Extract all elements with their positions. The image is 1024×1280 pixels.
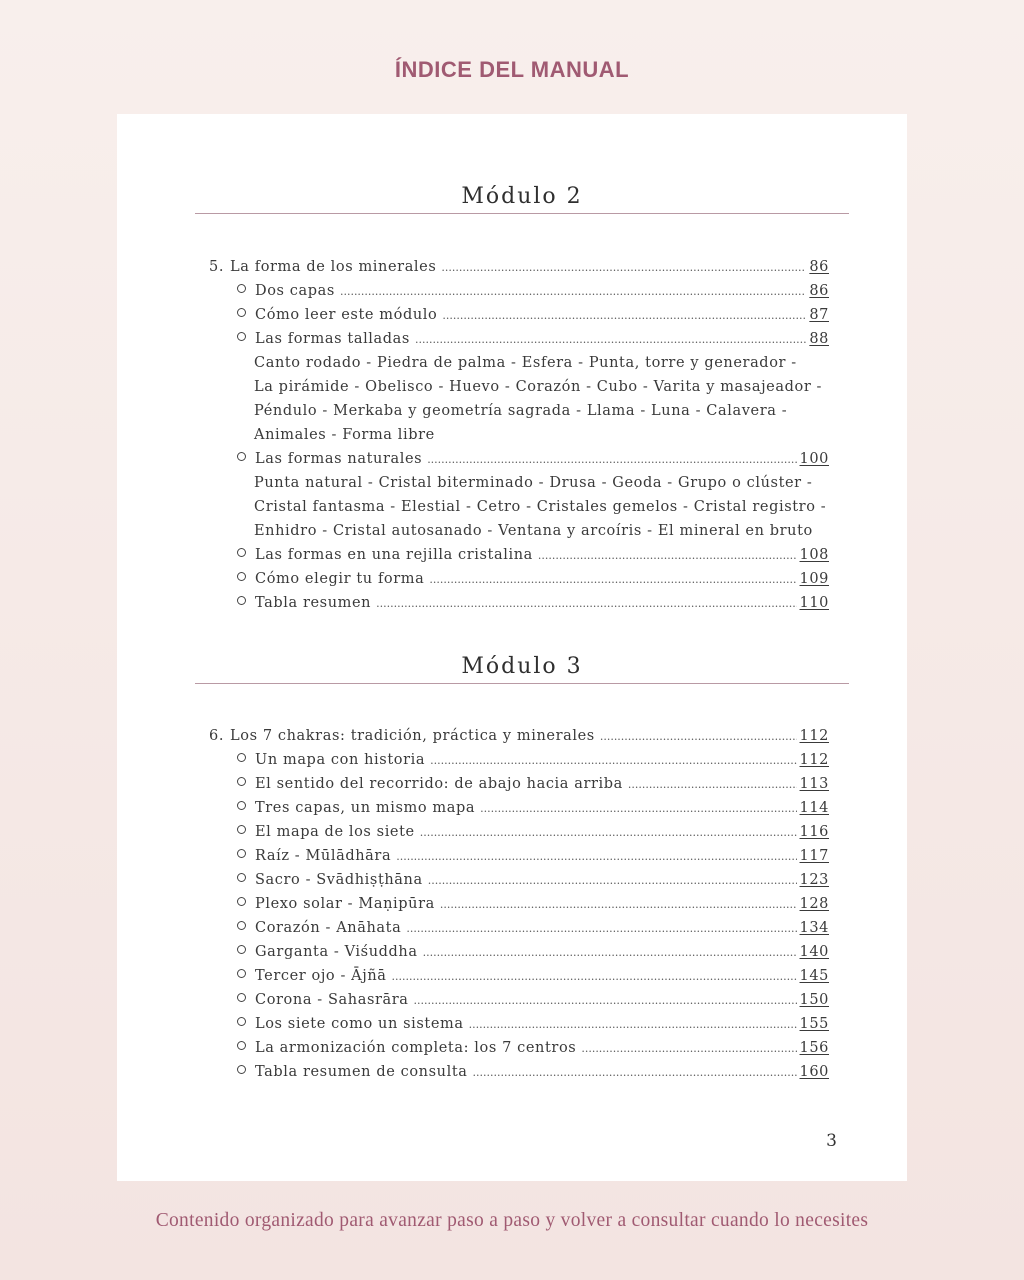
page-link[interactable]: 100 [799,451,829,467]
circle-bullet-icon [237,284,246,293]
page-link[interactable]: 114 [799,800,829,816]
dot-leader [396,845,796,869]
dot-leader [428,869,797,893]
circle-bullet-icon [237,452,246,461]
dot-leader [414,989,797,1013]
page-link[interactable]: 150 [799,992,829,1008]
circle-bullet-icon [237,897,246,906]
page-link[interactable]: 108 [799,547,829,563]
chapter-number: 5. [209,259,225,275]
circle-bullet-icon [237,332,246,341]
page-link[interactable]: 117 [799,848,829,864]
page-link[interactable]: 123 [799,872,829,888]
circle-bullet-icon [237,849,246,858]
entry-label: Los siete como un sistema [255,1016,464,1032]
entry-label: El sentido del recorrido: de abajo hacia arriba [255,776,623,792]
module-title: Módulo 3 [461,654,583,679]
dot-leader [376,592,796,616]
page-number: 3 [826,1131,837,1151]
toc-chapter[interactable] [209,255,829,279]
toc-entry[interactable] [209,327,829,351]
entry-label: Corazón - Anāhata [255,920,402,936]
chapter-label: La forma de los minerales [230,259,437,275]
page-link[interactable]: 109 [799,571,829,587]
entry-label: Tabla resumen [255,595,372,611]
dot-leader [430,749,796,773]
toc-entry[interactable] [209,447,829,471]
dot-leader [440,893,797,917]
circle-bullet-icon [237,596,246,605]
toc-module-2 [209,255,829,615]
entry-details-line: Enhidro - Cristal autosanado - Ventana y arcoíris - El mineral en bruto [254,523,813,539]
toc-entry[interactable] [209,567,829,591]
entry-label: Sacro - Svādhiṣṭhāna [255,872,423,888]
page-link[interactable]: 116 [799,824,829,840]
entry-label: El mapa de los siete [255,824,415,840]
entry-label: Dos capas [255,283,335,299]
entry-details-line: Animales - Forma libre [254,427,435,443]
toc-entry[interactable] [209,1012,829,1036]
circle-bullet-icon [237,825,246,834]
entry-label: Corona - Sahasrāra [255,992,409,1008]
toc-entry[interactable] [209,591,829,615]
circle-bullet-icon [237,873,246,882]
entry-details-line: Punta natural - Cristal biterminado - Drusa - Geoda - Grupo o clúster - [254,475,813,491]
toc-chapter[interactable] [209,724,829,748]
page-link[interactable]: 86 [809,259,829,275]
toc-entry[interactable] [209,844,829,868]
toc-entry[interactable] [209,543,829,567]
circle-bullet-icon [237,945,246,954]
circle-bullet-icon [237,753,246,762]
header-title: ÍNDICE DEL MANUAL [394,57,630,82]
page-link[interactable]: 112 [799,752,829,768]
dot-leader [441,256,806,280]
circle-bullet-icon [237,801,246,810]
toc-entry[interactable] [209,1060,829,1084]
toc-module-3 [209,724,829,1084]
circle-bullet-icon [237,1041,246,1050]
circle-bullet-icon [237,921,246,930]
page-link[interactable]: 134 [799,920,829,936]
module-divider [195,683,849,684]
entry-label: Tabla resumen de consulta [255,1064,468,1080]
page-link[interactable]: 113 [799,776,829,792]
toc-entry[interactable] [209,303,829,327]
toc-entry[interactable] [209,892,829,916]
circle-bullet-icon [237,1065,246,1074]
chapter-number: 6. [209,728,225,744]
entry-label: Las formas en una rejilla cristalina [255,547,533,563]
dot-leader [600,725,797,749]
circle-bullet-icon [237,572,246,581]
circle-bullet-icon [237,969,246,978]
circle-bullet-icon [237,993,246,1002]
entry-label: Un mapa con historia [255,752,426,768]
entry-label: Las formas naturales [255,451,423,467]
entry-label: Cómo leer este módulo [255,307,438,323]
toc-entry[interactable] [209,940,829,964]
manual-page [117,114,907,1181]
dot-leader [340,280,806,304]
page-link[interactable]: 110 [799,595,829,611]
circle-bullet-icon [237,777,246,786]
page-link[interactable]: 87 [809,307,829,323]
chapter-label: Los 7 chakras: tradición, práctica y minerales [230,728,595,744]
circle-bullet-icon [237,548,246,557]
toc-entry[interactable] [209,796,829,820]
dot-leader [427,448,796,472]
module-title: Módulo 2 [461,184,583,209]
dot-leader [415,328,806,352]
toc-entry[interactable] [209,988,829,1012]
dot-leader [442,304,806,328]
page-link[interactable]: 86 [809,283,829,299]
entry-details-line: Cristal fantasma - Elestial - Cetro - Cristales gemelos - Cristal registro - [254,499,827,515]
page-link[interactable]: 140 [799,944,829,960]
entry-label: Garganta - Viśuddha [255,944,418,960]
toc-entry[interactable] [209,916,829,940]
dot-leader [423,941,797,965]
page-link[interactable]: 155 [799,1016,829,1032]
dot-leader [406,917,796,941]
dot-leader [581,1037,796,1061]
page-link[interactable]: 88 [809,331,829,347]
entry-details-line: La pirámide - Obelisco - Huevo - Corazón - Cubo - Varita y masajeador - [254,379,823,395]
dot-leader [473,1061,797,1085]
toc-entry[interactable] [209,279,829,303]
circle-bullet-icon [237,308,246,317]
page-link[interactable]: 128 [799,896,829,912]
toc-entry[interactable] [209,748,829,772]
page-link[interactable]: 112 [799,728,829,744]
entry-label: Plexo solar - Maṇipūra [255,896,435,912]
circle-bullet-icon [237,1017,246,1026]
toc-entry[interactable] [209,868,829,892]
entry-details-line: Canto rodado - Piedra de palma - Esfera - Punta, torre y generador - [254,355,797,371]
entry-label: Raíz - Mūlādhāra [255,848,392,864]
dot-leader [628,773,797,797]
toc-entry[interactable] [209,772,829,796]
module-divider [195,213,849,214]
dot-leader [469,1013,797,1037]
entry-label: La armonización completa: los 7 centros [255,1040,577,1056]
page-link[interactable]: 156 [799,1040,829,1056]
toc-entry[interactable] [209,820,829,844]
toc-entry[interactable] [209,1036,829,1060]
page-link[interactable]: 145 [799,968,829,984]
entry-label: Tres capas, un mismo mapa [255,800,476,816]
footer-caption: Contenido organizado para avanzar paso a paso y volver a consultar cuando lo necesites [155,1210,869,1231]
dot-leader [429,568,796,592]
dot-leader [420,821,797,845]
entry-label: Las formas talladas [255,331,410,347]
dot-leader [392,965,797,989]
entry-details-line: Péndulo - Merkaba y geometría sagrada - Llama - Luna - Calavera - [254,403,788,419]
entry-label: Cómo elegir tu forma [255,571,425,587]
dot-leader [480,797,796,821]
page-link[interactable]: 160 [799,1064,829,1080]
dot-leader [538,544,797,568]
entry-label: Tercer ojo - Ājñā [255,968,387,984]
toc-entry[interactable] [209,964,829,988]
